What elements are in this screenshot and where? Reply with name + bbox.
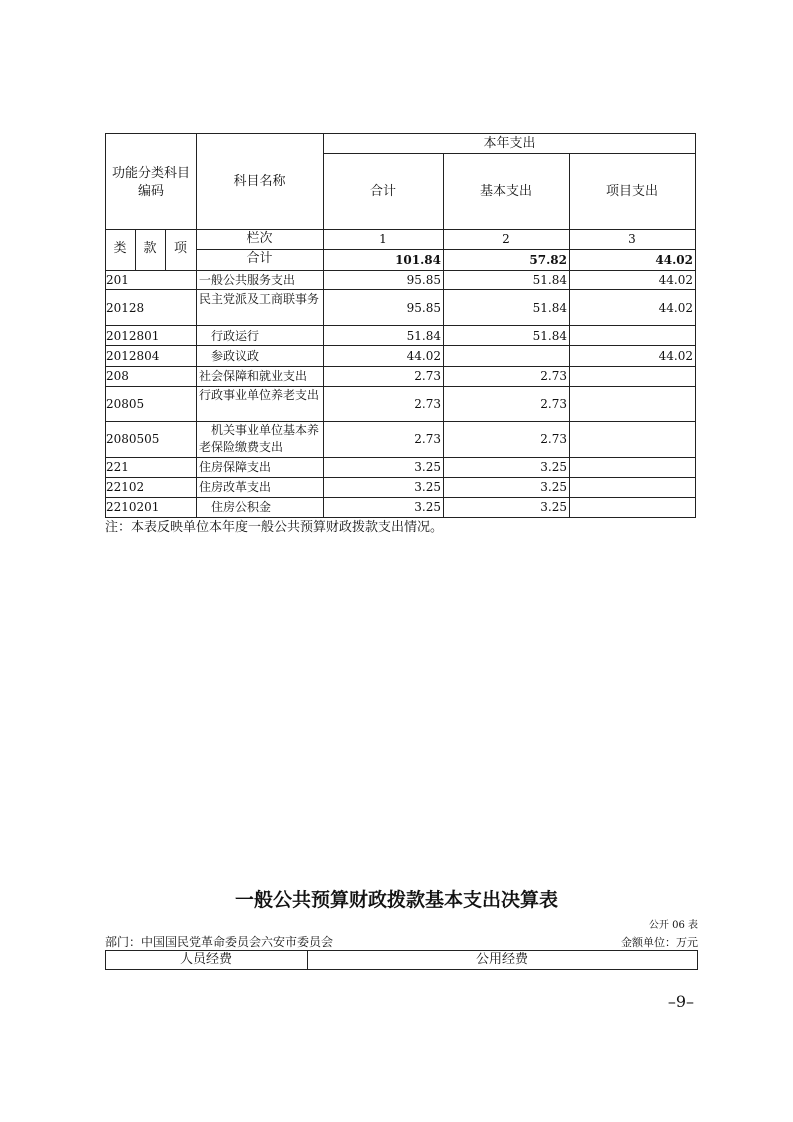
row-total: 95.85 [406, 301, 441, 315]
row-basic: 51.84 [532, 329, 567, 343]
row-total: 51.84 [406, 329, 441, 343]
row-name: 一般公共服务支出 [199, 273, 296, 287]
header-year-expense: 本年支出 [483, 136, 536, 151]
row-code: 208 [106, 369, 129, 383]
row-total: 3.25 [414, 460, 441, 474]
col-personnel: 人员经费 [179, 952, 232, 967]
total-label: 合计 [246, 251, 273, 266]
row-project: 44.02 [658, 301, 693, 315]
total-project: 44.02 [655, 253, 693, 267]
header-idx2: 2 [502, 232, 510, 246]
header-col-project: 项目支出 [605, 184, 658, 199]
row-name: 住房保障支出 [199, 460, 272, 474]
row-name: 社会保障和就业支出 [199, 369, 308, 383]
total-total: 101.84 [395, 253, 441, 267]
row-code: 2210201 [106, 500, 160, 514]
row-project: 44.02 [658, 273, 693, 287]
header-idx1: 1 [379, 232, 387, 246]
total-basic: 57.82 [529, 253, 567, 267]
row-code: 20805 [106, 397, 145, 411]
row-total: 2.73 [414, 432, 441, 446]
row-total: 2.73 [414, 369, 441, 383]
row-total: 2.73 [414, 397, 441, 411]
col-public: 公用经费 [475, 952, 528, 967]
row-code: 2012801 [106, 329, 160, 343]
header-lanci: 栏次 [246, 231, 273, 246]
row-basic: 51.84 [532, 301, 567, 315]
row-name: 机关事业单位基本养老保险缴费支出 [199, 423, 320, 454]
header-xiang: 项 [173, 241, 187, 256]
page-number: –9– [667, 992, 694, 1011]
row-basic: 3.25 [540, 500, 567, 514]
table-note: 注：本表反映单位本年度一般公共预算财政拨款支出情况。 [105, 520, 444, 535]
row-code: 221 [106, 460, 129, 474]
department-label: 部门：中国国民党革命委员会六安市委员会 [105, 935, 334, 949]
row-basic: 2.73 [540, 369, 567, 383]
row-basic: 3.25 [540, 480, 567, 494]
row-name: 住房公积金 [211, 500, 272, 514]
row-name: 行政事业单位养老支出 [199, 388, 320, 402]
row-code: 2012804 [106, 349, 160, 363]
row-code: 22102 [106, 480, 145, 494]
row-basic: 51.84 [532, 273, 567, 287]
row-total: 95.85 [406, 273, 441, 287]
row-total: 44.02 [406, 349, 441, 363]
row-name: 住房改革支出 [199, 480, 272, 494]
row-basic: 2.73 [540, 432, 567, 446]
header-name-title: 科目名称 [233, 174, 286, 189]
header-lei: 类 [113, 241, 127, 256]
header-code-title: 功能分类科目编码 [111, 166, 190, 199]
row-total: 3.25 [414, 500, 441, 514]
form-number: 公开 06 表 [648, 920, 698, 931]
row-name: 行政运行 [211, 329, 260, 343]
row-code: 2080505 [106, 432, 160, 446]
row-name: 民主党派及工商联事务 [199, 292, 320, 306]
header-idx3: 3 [628, 232, 636, 246]
row-basic: 2.73 [540, 397, 567, 411]
row-basic: 3.25 [540, 460, 567, 474]
row-code: 20128 [106, 301, 145, 315]
row-project: 44.02 [658, 349, 693, 363]
next-table-title: 一般公共预算财政拨款基本支出决算表 [234, 889, 558, 911]
row-code: 201 [106, 273, 129, 287]
amount-unit-label: 金额单位：万元 [621, 936, 698, 949]
header-col-basic: 基本支出 [479, 184, 532, 199]
row-name: 参政议政 [211, 349, 260, 363]
row-total: 3.25 [414, 480, 441, 494]
header-kuan: 款 [143, 241, 157, 256]
header-col-total: 合计 [369, 184, 396, 199]
